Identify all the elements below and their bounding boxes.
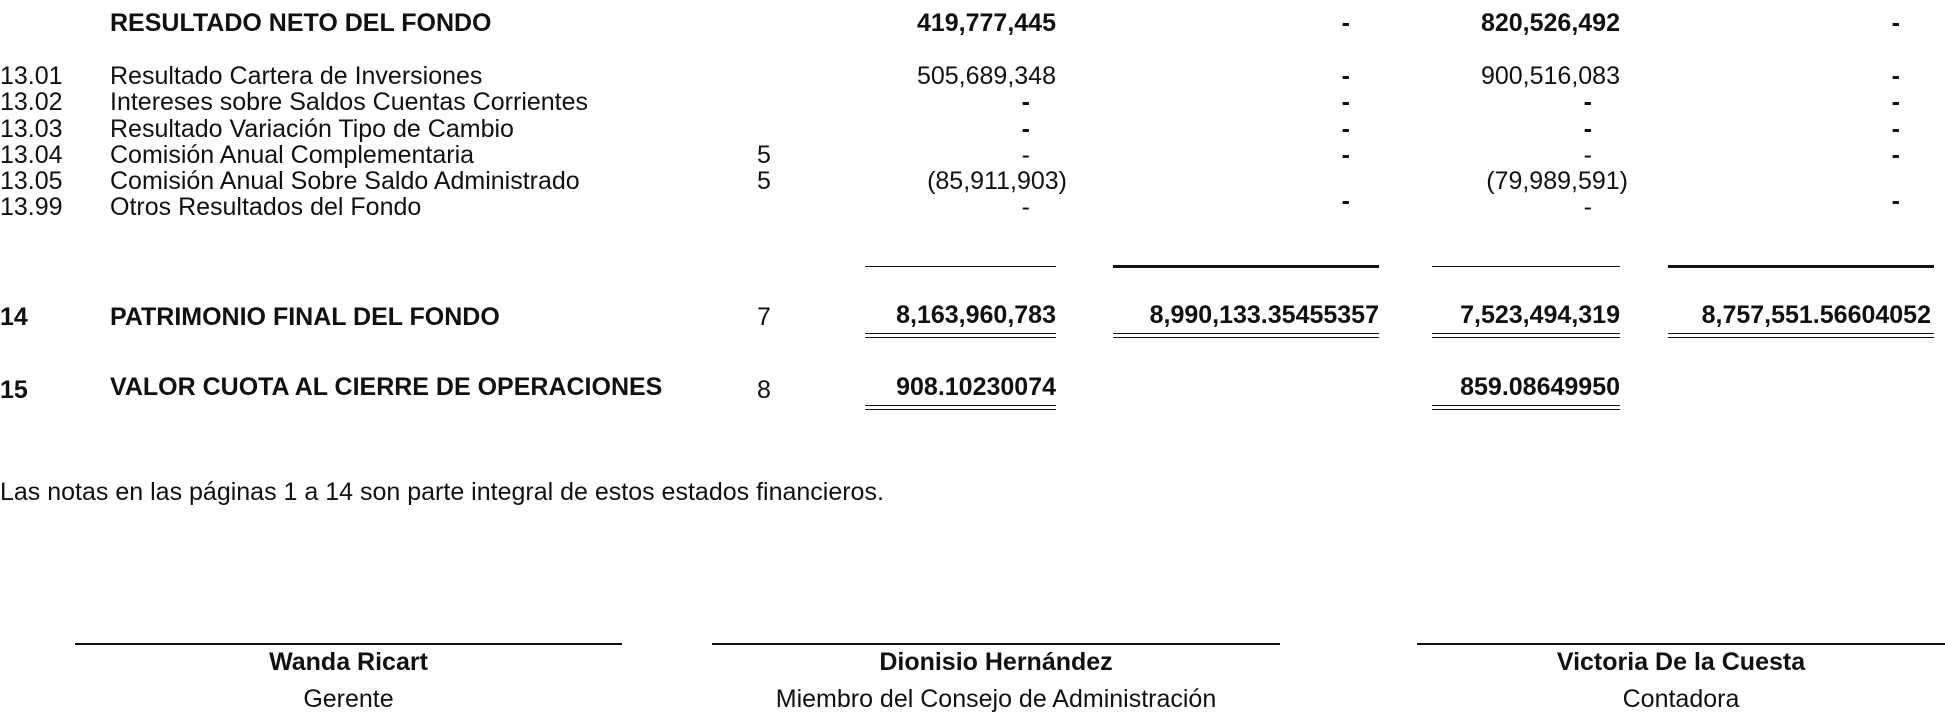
valor-cuota-value-3: 859.08649950 xyxy=(1460,373,1620,401)
footnote: Las notas en las páginas 1 a 14 son parte integral de estos estados financieros. xyxy=(0,478,884,506)
row-value-1: 505,689,348 xyxy=(916,62,1056,90)
row-value-2: - xyxy=(1341,88,1350,116)
row-value-1: - xyxy=(1021,141,1030,169)
signature-title-1: Gerente xyxy=(303,685,394,713)
row-value-4: - xyxy=(1891,141,1900,169)
row-value-4: - xyxy=(1891,115,1900,143)
signature-title-3: Contadora xyxy=(1622,685,1740,713)
row-value-2: - xyxy=(1341,115,1350,143)
subtotal-line-3 xyxy=(1432,266,1620,267)
row-code: 13.04 xyxy=(0,141,63,169)
row-value-3: - xyxy=(1583,141,1592,169)
row-label: Intereses sobre Saldos Cuentas Corrientes xyxy=(110,88,589,116)
row-value-2: - xyxy=(1341,141,1350,169)
subtotal-line-2 xyxy=(1113,265,1379,268)
row-note: 5 xyxy=(757,141,771,169)
row-value-3: - xyxy=(1583,193,1592,221)
patrimonio-value-1: 8,163,960,783 xyxy=(896,301,1056,329)
signature-line-2 xyxy=(712,643,1280,645)
row-label: Resultado Variación Tipo de Cambio xyxy=(110,115,514,143)
patrimonio-value-2: 8,990,133.35455357 xyxy=(1149,301,1379,329)
resultado-neto-value-3: 820,526,492 xyxy=(1480,9,1620,37)
row-value-1: - xyxy=(1021,88,1030,116)
signature-title-2: Miembro del Consejo de Administración xyxy=(775,685,1217,713)
subtotal-line-4 xyxy=(1668,265,1934,268)
cuota-double-line-1 xyxy=(865,405,1056,410)
signature-line-3 xyxy=(1417,643,1945,645)
row-value-3: 900,516,083 xyxy=(1480,62,1620,90)
row-value-4: - xyxy=(1891,187,1900,215)
row-label: Comisión Anual Sobre Saldo Administrado xyxy=(110,167,580,195)
row-label: Resultado Cartera de Inversiones xyxy=(110,62,483,90)
resultado-neto-value-2: - xyxy=(1341,9,1350,37)
resultado-neto-value-1: 419,777,445 xyxy=(916,9,1056,37)
signature-name-1: Wanda Ricart xyxy=(269,648,428,676)
valor-cuota-code: 15 xyxy=(0,376,28,404)
valor-cuota-note: 8 xyxy=(757,376,771,404)
row-code: 13.05 xyxy=(0,167,63,195)
row-value-3: - xyxy=(1583,115,1592,143)
row-note: 5 xyxy=(757,167,771,195)
row-value-1: - xyxy=(1021,193,1030,221)
row-code: 13.03 xyxy=(0,115,63,143)
patrimonio-note: 7 xyxy=(757,303,771,331)
subtotal-line-1 xyxy=(865,266,1056,267)
row-value-4: - xyxy=(1891,88,1900,116)
row-value-2: - xyxy=(1341,187,1350,215)
row-label: Otros Resultados del Fondo xyxy=(110,193,422,221)
total-double-line-2 xyxy=(1113,333,1379,338)
signature-line-1 xyxy=(75,643,622,645)
row-value-1: (85,911,903) xyxy=(927,167,1067,195)
row-value-1: - xyxy=(1021,115,1030,143)
resultado-neto-value-4: - xyxy=(1891,9,1900,37)
total-double-line-4 xyxy=(1668,333,1934,338)
cuota-double-line-3 xyxy=(1432,405,1620,410)
row-label: Comisión Anual Complementaria xyxy=(110,141,475,169)
row-value-3: (79,989,591) xyxy=(1486,167,1628,195)
patrimonio-value-4: 8,757,551.56604052 xyxy=(1701,301,1931,329)
total-double-line-1 xyxy=(865,333,1056,338)
patrimonio-code: 14 xyxy=(0,303,28,331)
row-code: 13.99 xyxy=(0,193,63,221)
valor-cuota-value-1: 908.10230074 xyxy=(896,373,1056,401)
row-code: 13.02 xyxy=(0,88,63,116)
row-value-4: - xyxy=(1891,62,1900,90)
signature-name-3: Victoria De la Cuesta xyxy=(1556,648,1806,676)
patrimonio-value-3: 7,523,494,319 xyxy=(1460,301,1620,329)
section-title-resultado-neto: RESULTADO NETO DEL FONDO xyxy=(110,9,492,37)
valor-cuota-label: VALOR CUOTA AL CIERRE DE OPERACIONES xyxy=(110,373,663,401)
patrimonio-label: PATRIMONIO FINAL DEL FONDO xyxy=(110,303,500,331)
row-value-3: - xyxy=(1583,88,1592,116)
signature-name-2: Dionisio Hernández xyxy=(879,648,1113,676)
row-value-2: - xyxy=(1341,62,1350,90)
row-code: 13.01 xyxy=(0,62,63,90)
total-double-line-3 xyxy=(1432,333,1620,338)
